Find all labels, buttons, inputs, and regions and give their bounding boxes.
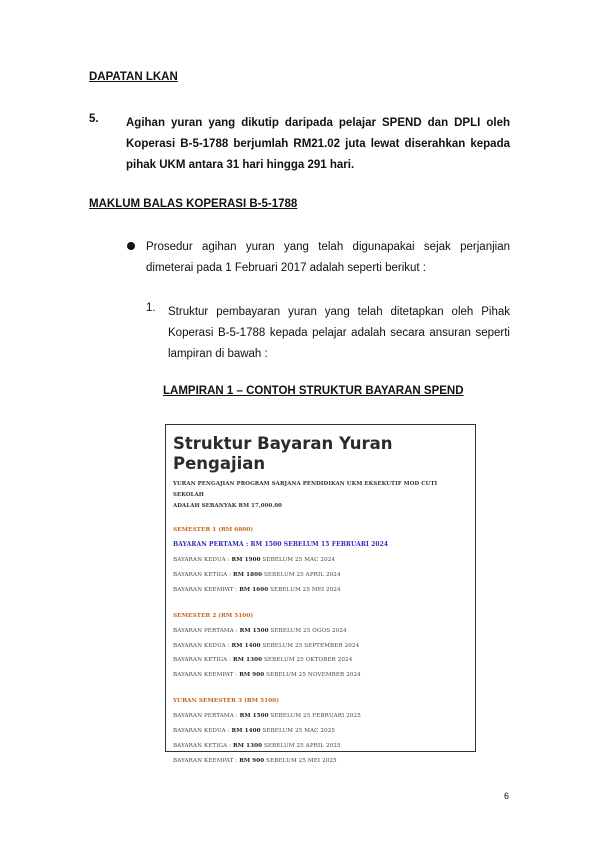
semester-2 (173, 612, 468, 684)
item-number: 5. (89, 113, 99, 125)
payment-row: BAYARAN KETIGA : RM 1300 SEBELUM 25 APRIL 2025 (173, 743, 341, 750)
card-subtitle-line1: YURAN PENGAJIAN PROGRAM SARJANA PENDIDIKAN UKM EKSEKUTIF MOD CUTI SEKOLAH (173, 481, 438, 498)
semester-heading: SEMESTER 2 (RM 5100) (173, 612, 254, 619)
heading-maklum-balas: MAKLUM BALAS KOPERASI B-5-1788 (89, 198, 298, 210)
payment-row: BAYARAN KEEMPAT : RM 1600 SEBELUM 25 MEI 2024 (173, 586, 341, 593)
semester-heading: YURAN SEMESTER 3 (RM 5100) (173, 698, 279, 705)
semester-heading: SEMESTER 1 (RM 6800) (173, 527, 254, 533)
heading-dapatan: DAPATAN LKAN (89, 71, 178, 83)
bullet-icon (127, 242, 135, 250)
subitem-number: 1. (146, 302, 156, 314)
card-title: Struktur Bayaran Yuran Pengajian (173, 434, 393, 473)
fee-structure-card (165, 424, 476, 764)
lampiran-title: LAMPIRAN 1 – CONTOH STRUKTUR BAYARAN SPEND (163, 385, 464, 397)
payment-row: BAYARAN PERTAMA : RM 1500 SEBELUM 25 OGOS 2024 (173, 627, 347, 634)
card-subtitle-line2: ADALAH SEBANYAK RM 17,000.00 (173, 503, 283, 509)
payment-row: BAYARAN KEEMPAT : RM 900 SEBELUM 25 MEI 2025 (173, 757, 337, 764)
payment-row: BAYARAN KEDUA : RM 1900 SEBELUM 25 MAC 2024 (173, 556, 336, 563)
payment-row: BAYARAN KEEMPAT : RM 900 SEBELUM 25 NOVEMBER 2024 (173, 672, 361, 679)
item-text: Agihan yuran yang dikutip daripada pelajar SPEND dan DPLI oleh Koperasi B-5-1788 berjumlah RM21.02 juta lewat diserahkan kepada pihak UKM antara 31 hari hingga 291 hari. (126, 117, 510, 171)
payment-row: BAYARAN PERTAMA : RM 1500 SEBELUM 25 FEBRUARI 2025 (173, 713, 361, 720)
bullet-text: Prosedur agihan yuran yang telah digunapakai sejak perjanjian dimeterai pada 1 Februari 2017 adalah seperti berikut : (146, 241, 510, 274)
semester-1 (173, 526, 468, 598)
payment-row: BAYARAN KEDUA : RM 1400 SEBELUM 25 SEPTEMBER 2024 (173, 642, 360, 649)
payment-row: BAYARAN PERTAMA : RM 1500 SEBELUM 15 FEBRUARI 2024 (173, 541, 389, 548)
payment-row: BAYARAN KETIGA : RM 1800 SEBELUM 25 APRIL 2024 (173, 571, 341, 578)
payment-row: BAYARAN KETIGA : RM 1300 SEBELUM 25 OKTOBER 2024 (173, 657, 353, 664)
semester-3 (173, 697, 468, 769)
payment-row: BAYARAN KEDUA : RM 1400 SEBELUM 25 MAC 2025 (173, 728, 336, 735)
subitem-text: Struktur pembayaran yuran yang telah ditetapkan oleh Pihak Koperasi B-5-1788 kepada pelajar adalah secara ansuran seperti lampiran di bawah : (168, 306, 510, 360)
page-number: 6 (504, 791, 510, 801)
